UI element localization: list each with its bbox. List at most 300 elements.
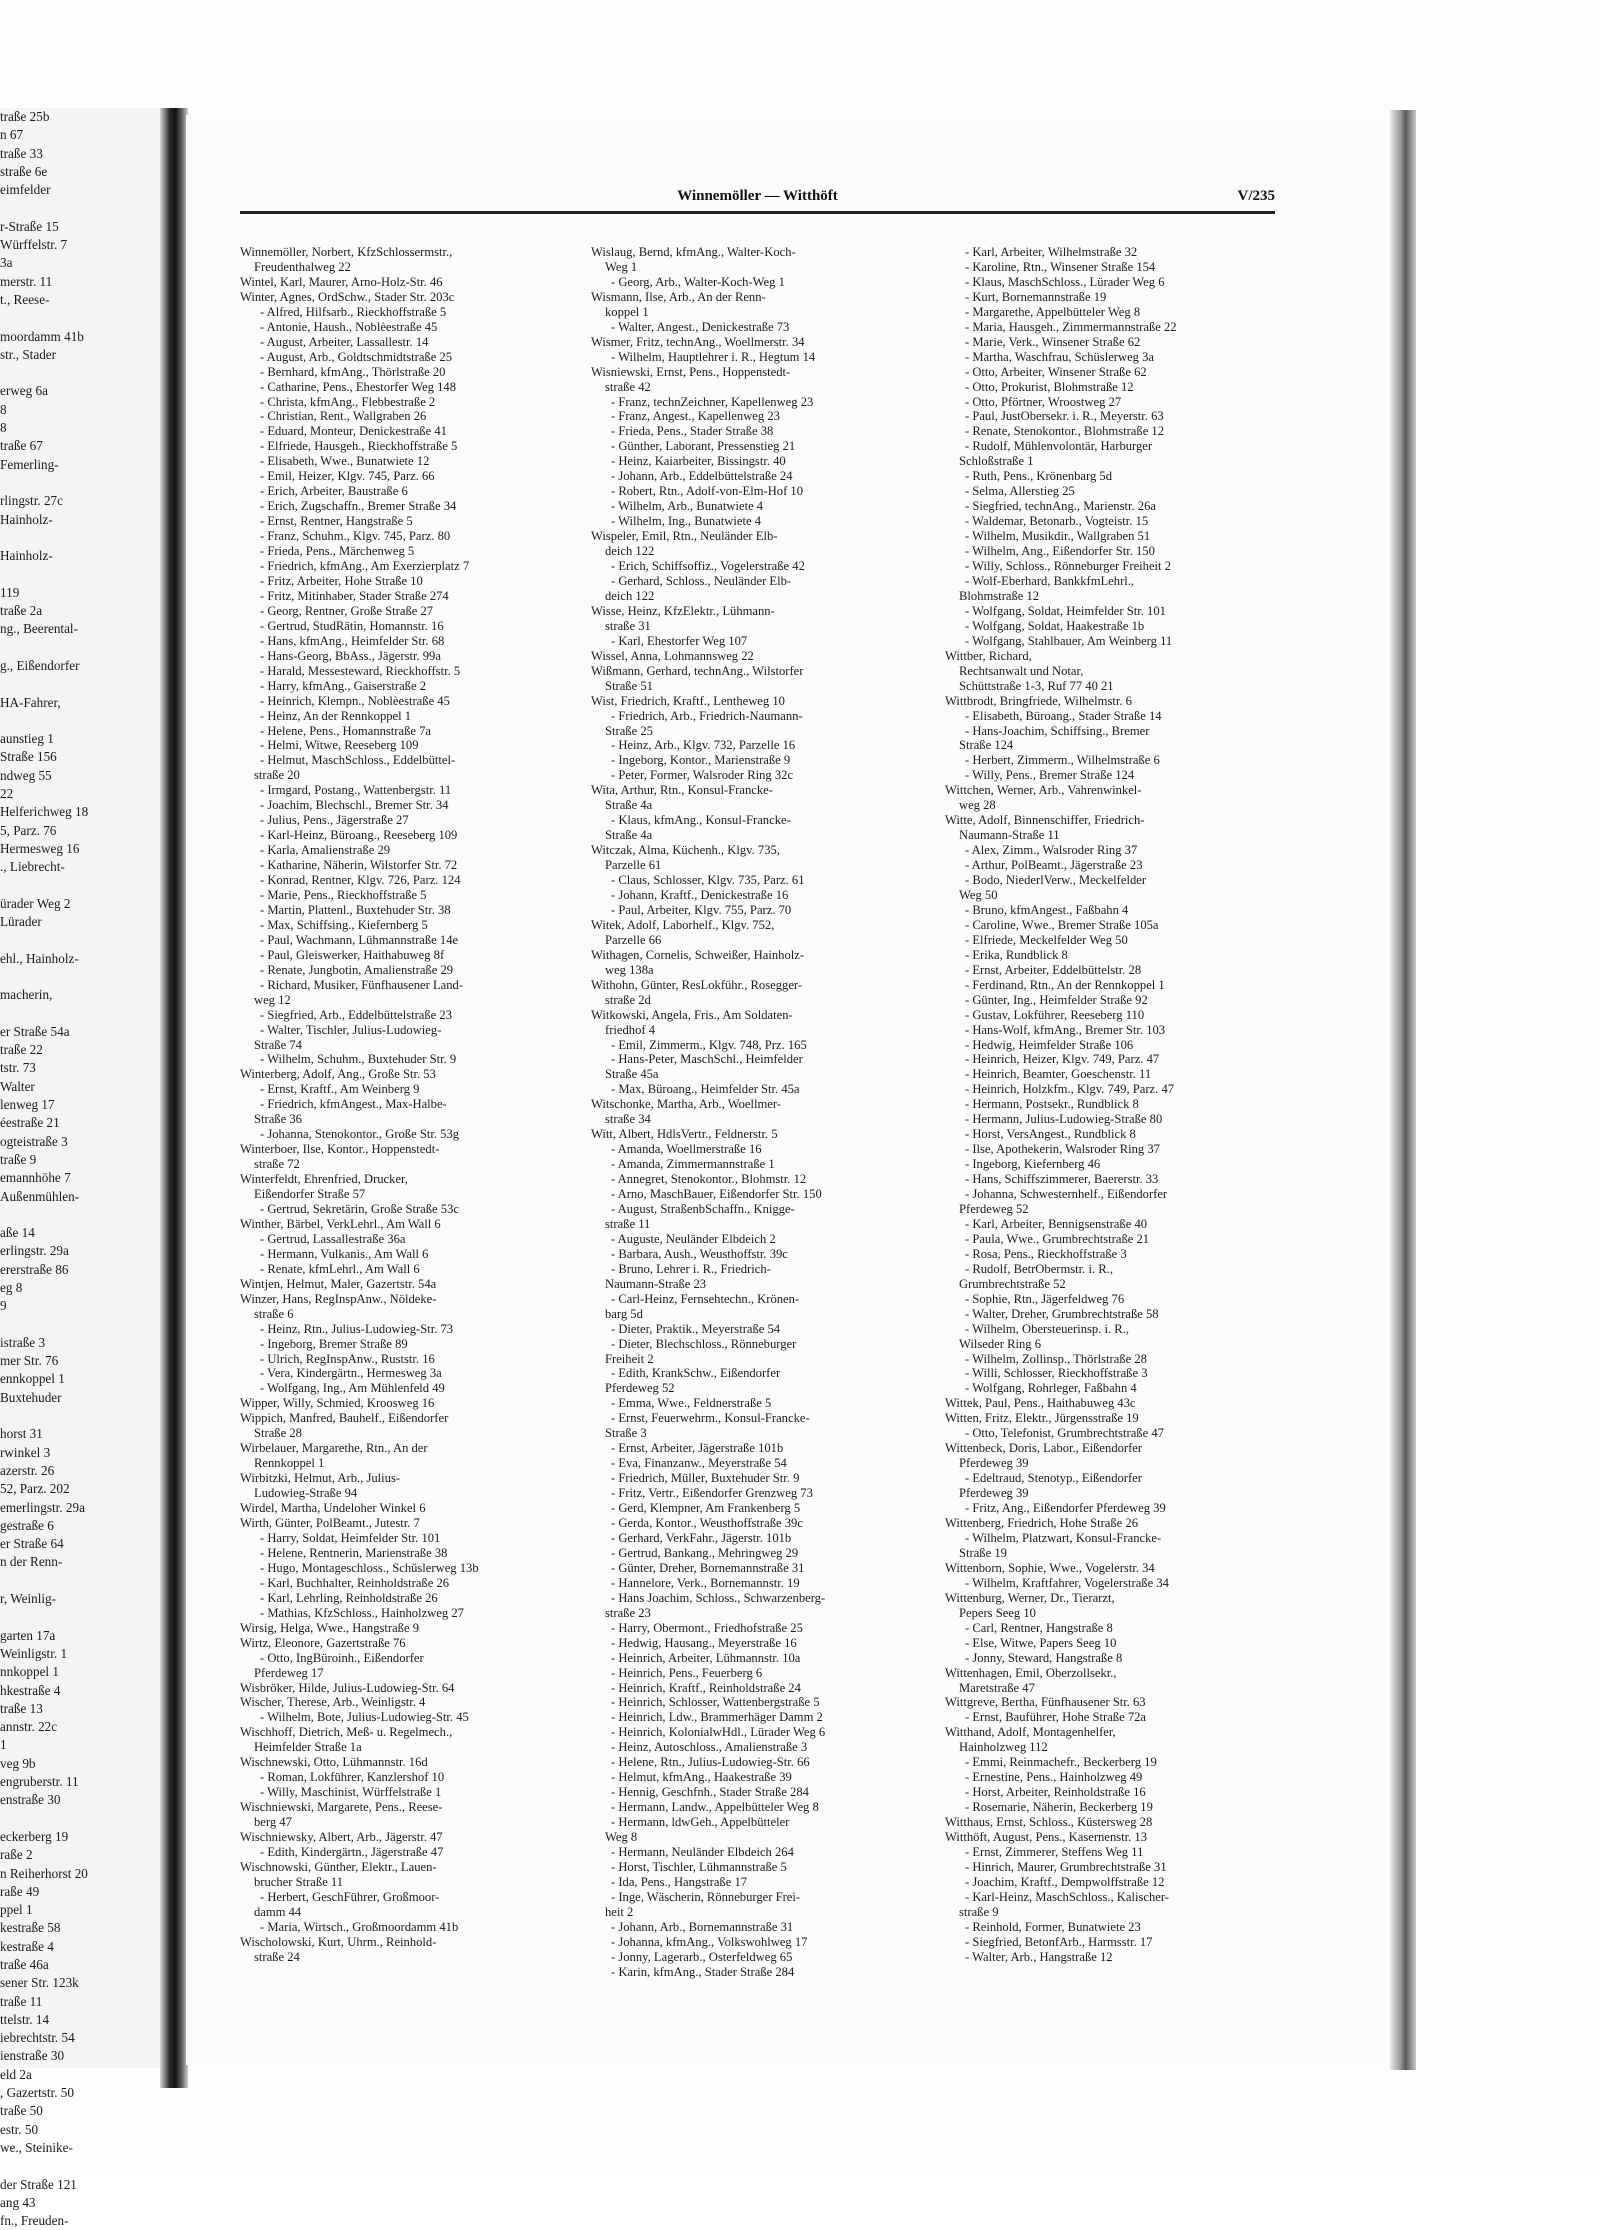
entry-continuation: koppel 1	[605, 304, 649, 319]
left-page-line	[0, 931, 170, 949]
directory-sub-entry: - Jonny, Lagerarb., Osterfeldweg 65	[611, 1949, 793, 1964]
directory-sub-entry: - Annegret, Stenokontor., Blohmstr. 12	[611, 1172, 807, 1187]
directory-sub-entry: - Helene, Pens., Homannstraße 7a	[260, 723, 432, 738]
directory-sub-entry: - Wolfgang, Rohrleger, Faßbahn 4	[965, 1381, 1137, 1396]
left-page-line: ppel 1	[0, 1902, 33, 1918]
directory-sub-entry: - Paul, Wachmann, Lühmannstraße 14e	[260, 932, 459, 947]
directory-sub-entry: - Wilhelm, Platzwart, Konsul-Francke-	[965, 1530, 1162, 1545]
entry-continuation: heit 2	[605, 1904, 634, 1919]
directory-sub-entry: - Otto, Pförtner, Wroostweg 27	[965, 394, 1122, 409]
left-page-line: ttelstr. 14	[0, 2011, 50, 2027]
directory-sub-entry: - Ernst, Arbeiter, Jägerstraße 101b	[611, 1441, 784, 1456]
directory-entry: Wischhoff, Dietrich, Meß- u. Regelmech.,	[240, 1725, 453, 1740]
left-page-line: erweg 6a	[0, 383, 48, 399]
directory-entry: Wippich, Manfred, Bauhelf., Eißendorfer	[240, 1411, 449, 1426]
left-page-line: n 67	[0, 127, 24, 143]
directory-sub-entry: - Herbert, Zimmerm., Wilhelmstraße 6	[965, 753, 1160, 768]
directory-sub-entry: - Hugo, Montageschloss., Schüslerweg 13b	[260, 1560, 479, 1575]
directory-sub-entry: - Friedrich, kfmAng., Am Exerzierplatz 7	[260, 559, 470, 574]
directory-sub-entry: - Wilhelm, Bote, Julius-Ludowieg-Str. 45	[260, 1710, 469, 1725]
directory-sub-entry: - Günther, Laborant, Pressenstieg 21	[611, 439, 796, 454]
directory-sub-entry: - Siegfried, technAng., Marienstr. 26a	[965, 499, 1156, 514]
directory-sub-entry: - Franz, Schuhm., Klgv. 745, Parz. 80	[260, 529, 451, 544]
directory-sub-entry: - Amanda, Woellmerstraße 16	[611, 1142, 762, 1157]
directory-sub-entry: - Harry, Soldat, Heimfelder Str. 101	[260, 1530, 441, 1545]
directory-sub-entry: - Frieda, Pens., Märchenweg 5	[260, 544, 415, 559]
directory-sub-entry: - Catharine, Pens., Ehestorfer Weg 148	[260, 379, 457, 394]
entry-continuation: Heimfelder Straße 1a	[254, 1740, 362, 1755]
directory-entry: Wittenburg, Werner, Dr., Tierarzt,	[945, 1590, 1115, 1605]
entry-continuation: Grumbrechtstraße 52	[959, 1276, 1066, 1291]
entry-continuation: friedhof 4	[605, 1022, 656, 1037]
entry-continuation: Naumann-Straße 11	[959, 828, 1060, 843]
left-page-line: 52, Parz. 202	[0, 1481, 70, 1497]
left-page-line: n Reiherhorst 20	[0, 1865, 88, 1881]
left-page-line: hkestraße 4	[0, 1682, 61, 1698]
directory-sub-entry: - Ida, Pens., Hangstraße 17	[611, 1874, 748, 1889]
left-page-line: azerstr. 26	[0, 1462, 55, 1478]
directory-entry: Wisniewski, Ernst, Pens., Hoppenstedt-	[591, 364, 791, 379]
directory-sub-entry: - Hermann, Neuländer Elbdeich 264	[611, 1844, 794, 1859]
directory-entry: Wittek, Paul, Pens., Haithabuweg 43c	[945, 1396, 1136, 1411]
directory-sub-entry: - Renate, Jungbotin, Amalienstraße 29	[260, 962, 454, 977]
directory-sub-entry: - Heinz, Kaiarbeiter, Bissingstr. 40	[611, 454, 786, 469]
directory-sub-entry: - Paul, Arbeiter, Klgv. 755, Parz. 70	[611, 902, 792, 917]
directory-entry: Withagen, Cornelis, Schweißer, Hainholz-	[591, 947, 805, 962]
left-page-line: ehl., Hainholz-	[0, 950, 79, 966]
left-page-line: veg 9b	[0, 1755, 36, 1771]
directory-sub-entry: - Günter, Dreher, Bornemannstraße 31	[611, 1560, 805, 1575]
left-page-line	[0, 639, 170, 657]
directory-sub-entry: - Wilhelm, Obersteuerinsp. i. R.,	[965, 1321, 1130, 1336]
entry-continuation: Parzelle 61	[605, 858, 662, 873]
entry-continuation: weg 12	[254, 992, 291, 1007]
left-page-line: aße 14	[0, 1225, 35, 1241]
directory-entry: Wismer, Fritz, technAng., Woellmerstr. 34	[591, 334, 805, 349]
directory-sub-entry: - Auguste, Neuländer Elbdeich 2	[611, 1231, 776, 1246]
entry-continuation: Rennkoppel 1	[254, 1456, 325, 1471]
directory-sub-entry: - Heinrich, Arbeiter, Lühmannstr. 10a	[611, 1650, 801, 1665]
directory-sub-entry: - Ingeborg, Kiefernberg 46	[965, 1157, 1101, 1172]
directory-sub-entry: - Inge, Wäscherin, Rönneburger Frei-	[611, 1889, 801, 1904]
directory-sub-entry: - Sophie, Rtn., Jägerfeldweg 76	[965, 1291, 1125, 1306]
directory-column-1	[240, 245, 582, 1965]
directory-entry: Wittgreve, Bertha, Fünfhausener Str. 63	[945, 1695, 1146, 1710]
directory-sub-entry: - Otto, IngBüroinh., Eißendorfer	[260, 1650, 424, 1665]
directory-sub-entry: - Heinz, Autoschloss., Amalienstraße 3	[611, 1740, 808, 1755]
directory-sub-entry: - Wilhelm, Schuhm., Buxtehuder Str. 9	[260, 1052, 457, 1067]
page-header-title: Winnemöller — Witthöft	[677, 188, 838, 204]
directory-sub-entry: - Klaus, MaschSchloss., Lürader Weg 6	[965, 274, 1165, 289]
entry-continuation: straße 2d	[605, 992, 651, 1007]
entry-continuation: deich 122	[605, 588, 655, 603]
directory-sub-entry: - Johann, Arb., Bornemannstraße 31	[611, 1919, 794, 1934]
left-page-line: traße 13	[0, 1700, 43, 1716]
left-page-line	[0, 1005, 170, 1023]
directory-sub-entry: - Otto, Prokurist, Blohmstraße 12	[965, 379, 1134, 394]
left-page-line: traße 11	[0, 1993, 43, 2009]
directory-sub-entry: - Georg, Rentner, Große Straße 27	[260, 603, 434, 618]
directory-sub-entry: - Jonny, Steward, Hangstraße 8	[965, 1650, 1123, 1665]
directory-sub-entry: - Rudolf, BetrObermstr. i. R.,	[965, 1261, 1113, 1276]
directory-sub-entry: - Christa, kfmAng., Flebbestraße 2	[260, 394, 436, 409]
left-page-line	[0, 364, 170, 382]
directory-sub-entry: - Ernst, Feuerwehrm., Konsul-Francke-	[611, 1411, 810, 1426]
left-page-line	[0, 1572, 170, 1590]
directory-sub-entry: - Willy, Pens., Bremer Straße 124	[965, 768, 1135, 783]
entry-continuation: Ludowieg-Straße 94	[254, 1486, 358, 1501]
directory-sub-entry: - Klaus, kfmAng., Konsul-Francke-	[611, 813, 791, 828]
entry-continuation: Straße 4a	[605, 828, 653, 843]
directory-sub-entry: - Gertrud, Sekretärin, Große Straße 53c	[260, 1202, 459, 1216]
directory-entry: Wischniewsky, Albert, Arb., Jägerstr. 47	[240, 1830, 443, 1845]
entry-continuation: Freudenthalweg 22	[254, 259, 351, 274]
left-page-line	[0, 1407, 170, 1425]
directory-sub-entry: - Peter, Former, Walsroder Ring 32c	[611, 768, 794, 783]
directory-column-2	[591, 245, 933, 1980]
directory-sub-entry: - Johanna, Stenokontor., Große Str. 53g	[260, 1127, 460, 1142]
left-page-line: eg 8	[0, 1280, 23, 1295]
directory-entry: Wislaug, Bernd, kfmAng., Walter-Koch-	[591, 245, 796, 259]
directory-sub-entry: - Ernst, Arbeiter, Eddelbüttelstr. 28	[965, 962, 1142, 977]
entry-continuation: Straße 3	[605, 1426, 647, 1441]
directory-entry: Winterfeldt, Ehrenfried, Drucker,	[240, 1172, 408, 1187]
entry-continuation: Wilseder Ring 6	[959, 1336, 1042, 1351]
left-page-line: traße 67	[0, 438, 43, 454]
left-page-line: garten 17a	[0, 1627, 56, 1643]
directory-sub-entry: - Johann, Kraftf., Denickestraße 16	[611, 887, 789, 902]
book-gutter	[160, 108, 188, 2088]
directory-sub-entry: - Amanda, Zimmermannstraße 1	[611, 1157, 775, 1172]
directory-sub-entry: - Dieter, Blechschloss., Rönneburger	[611, 1336, 797, 1351]
left-page-line: eimfelder	[0, 182, 51, 198]
directory-sub-entry: - Maria, Hausgeh., Zimmermannstraße 22	[965, 319, 1177, 334]
directory-sub-entry: - Gertrud, Lassallestraße 36a	[260, 1231, 406, 1246]
entry-continuation: Straße 4a	[605, 798, 653, 813]
directory-sub-entry: - Elfriede, Hausgeh., Rieckhoffstraße 5	[260, 439, 458, 454]
directory-sub-entry: - Erich, Schiffsoffiz., Vogelerstraße 42	[611, 559, 805, 574]
directory-sub-entry: - Karl-Heinz, MaschSchloss., Kalischer-	[965, 1889, 1169, 1904]
directory-entry: Wispeler, Emil, Rtn., Neuländer Elb-	[591, 529, 778, 544]
directory-sub-entry: - Hermann, Vulkanis., Am Wall 6	[260, 1246, 429, 1261]
directory-sub-entry: - Wilhelm, Ang., Eißendorfer Str. 150	[965, 544, 1155, 559]
directory-sub-entry: - Hedwig, Heimfelder Straße 106	[965, 1037, 1134, 1052]
directory-sub-entry: - Marie, Verk., Winsener Straße 62	[965, 334, 1141, 349]
directory-sub-entry: - Christian, Rent., Wallgraben 26	[260, 409, 427, 424]
header-rule	[240, 211, 1275, 214]
directory-sub-entry: - Wolfgang, Soldat, Haakestraße 1b	[965, 618, 1145, 633]
directory-sub-entry: - Frieda, Pens., Stader Straße 38	[611, 424, 774, 439]
entry-continuation: Straße 51	[605, 678, 653, 693]
directory-sub-entry: - Elfriede, Meckelfelder Weg 50	[965, 932, 1128, 947]
directory-sub-entry: - Johanna, Schwesternhelf., Eißendorfer	[965, 1187, 1168, 1202]
left-page-line: er Straße 54a	[0, 1023, 70, 1039]
directory-sub-entry: - Elisabeth, Büroang., Stader Straße 14	[965, 708, 1162, 723]
directory-sub-entry: - Walter, Angest., Denickestraße 73	[611, 319, 790, 334]
left-page-line: str., Stader	[0, 346, 57, 362]
directory-sub-entry: - Fritz, Ang., Eißendorfer Pferdeweg 39	[965, 1501, 1166, 1516]
directory-sub-entry: - Hans-Georg, BbAss., Jägerstr. 99a	[260, 648, 441, 663]
left-page-line: gestraße 6	[0, 1517, 54, 1533]
left-page-line: ang 43	[0, 2194, 36, 2210]
directory-sub-entry: - Karla, Amalienstraße 29	[260, 843, 391, 858]
directory-sub-entry: - Mathias, KfzSchloss., Hainholzweg 27	[260, 1605, 464, 1620]
directory-sub-entry: - Elisabeth, Wwe., Bunatwiete 12	[260, 454, 430, 469]
directory-entry: Winterberg, Adolf, Ang., Große Str. 53	[240, 1067, 436, 1082]
directory-sub-entry: - Bodo, NiederlVerw., Meckelfelder	[965, 873, 1147, 888]
left-page-line	[0, 1810, 170, 1828]
left-page-line: merstr. 11	[0, 273, 53, 289]
directory-sub-entry: - August, Arb., Goldtschmidtstraße 25	[260, 349, 453, 364]
left-page-line: lenweg 17	[0, 1097, 55, 1113]
left-page-line: Straße 156	[0, 749, 57, 765]
directory-sub-entry: - Joachim, Blechschl., Bremer Str. 34	[260, 798, 449, 813]
directory-sub-entry: - Gerhard, VerkFahr., Jägerstr. 101b	[611, 1530, 792, 1545]
directory-entry: Wirth, Günter, PolBeamt., Jutestr. 7	[240, 1516, 420, 1531]
left-page-line: aunstieg 1	[0, 731, 54, 747]
left-page-line: traße 22	[0, 1042, 43, 1058]
directory-entry: Wisse, Heinz, KfzElektr., Lühmann-	[591, 603, 775, 618]
directory-sub-entry: - Willy, Maschinist, Würffelstraße 1	[260, 1785, 442, 1800]
directory-sub-entry: - Rosemarie, Näherin, Beckerberg 19	[965, 1800, 1153, 1815]
directory-sub-entry: - Walter, Arb., Hangstraße 12	[965, 1949, 1113, 1964]
entry-continuation: Eißendorfer Straße 57	[254, 1187, 366, 1202]
directory-sub-entry: - Ernst, Zimmerer, Steffens Weg 11	[965, 1844, 1144, 1859]
entry-continuation: straße 11	[605, 1216, 651, 1231]
entry-continuation: straße 34	[605, 1112, 651, 1127]
directory-sub-entry: - Walter, Tischler, Julius-Ludowieg-	[260, 1022, 442, 1037]
left-page-line: istraße 3	[0, 1334, 46, 1350]
entry-continuation: Straße 25	[605, 723, 653, 738]
directory-sub-entry: - Julius, Pens., Jägerstraße 27	[260, 813, 409, 828]
directory-sub-entry: - Hans, Schiffszimmerer, Baererstr. 33	[965, 1172, 1159, 1187]
directory-sub-entry: - Max, Büroang., Heimfelder Str. 45a	[611, 1082, 800, 1097]
directory-entry: Witthand, Adolf, Montagenhelfer,	[945, 1725, 1116, 1740]
entry-continuation: Schüttstraße 1-3, Ruf 77 40 21	[959, 678, 1114, 693]
left-page-line: mer Str. 76	[0, 1353, 59, 1369]
directory-sub-entry: - Roman, Lokführer, Kanzlershof 10	[260, 1770, 445, 1785]
directory-sub-entry: - Reinhold, Former, Bunatwiete 23	[965, 1919, 1141, 1934]
directory-sub-entry: - Karl, Ehestorfer Weg 107	[611, 633, 748, 648]
directory-entry: Winzer, Hans, RegInspAnw., Nöldeke-	[240, 1291, 437, 1306]
directory-sub-entry: - Wilhelm, Hauptlehrer i. R., Hegtum 14	[611, 349, 816, 364]
directory-sub-entry: - Wilhelm, Kraftfahrer, Vogelerstraße 34	[965, 1575, 1169, 1590]
directory-entry: Wischnewski, Otto, Lühmannstr. 16d	[240, 1755, 428, 1770]
directory-sub-entry: - Waldemar, Betonarb., Vogteistr. 15	[965, 514, 1149, 529]
directory-sub-entry: - Helmut, MaschSchloss., Eddelbüttel-	[260, 753, 456, 768]
left-page-line: horst 31	[0, 1426, 43, 1442]
left-page-fragment	[0, 108, 170, 2229]
directory-sub-entry: - Arthur, PolBeamt., Jägerstraße 23	[965, 858, 1143, 873]
directory-sub-entry: - Heinz, An der Rennkoppel 1	[260, 708, 412, 723]
left-page-line: emerlingstr. 29a	[0, 1499, 85, 1515]
directory-entry: Wischolowski, Kurt, Uhrm., Reinhold-	[240, 1934, 437, 1949]
left-page-line	[0, 712, 170, 730]
left-page-line	[0, 199, 170, 217]
left-page-line: 119	[0, 584, 20, 600]
directory-sub-entry: - Horst, Arbeiter, Reinholdstraße 16	[965, 1785, 1146, 1800]
directory-entry: Wißmann, Gerhard, technAng., Wilstorfer	[591, 663, 804, 678]
directory-column-3	[945, 245, 1287, 1965]
directory-sub-entry: - Marie, Pens., Rieckhoffstraße 5	[260, 887, 427, 902]
entry-continuation: straße 9	[959, 1904, 999, 1919]
directory-sub-entry: - Hermann, ldwGeh., Appelbütteler	[611, 1815, 790, 1830]
directory-sub-entry: - Hans-Wolf, kfmAng., Bremer Str. 103	[965, 1022, 1166, 1037]
directory-sub-entry: - Irmgard, Postang., Wattenbergstr. 11	[260, 783, 452, 798]
directory-sub-entry: - Gerhard, Schloss., Neuländer Elb-	[611, 573, 792, 588]
left-page-line: , Gazertstr. 50	[0, 2085, 74, 2101]
entry-continuation: Parzelle 66	[605, 932, 662, 947]
directory-sub-entry: - Heinrich, Heizer, Klgv. 749, Parz. 47	[965, 1052, 1160, 1067]
directory-entry: Witt, Albert, HdlsVertr., Feldnerstr. 5	[591, 1127, 778, 1142]
directory-entry: Wissel, Anna, Lohmannsweg 22	[591, 648, 754, 663]
left-page-line: Helferichweg 18	[0, 804, 89, 820]
entry-continuation: Pferdeweg 52	[605, 1381, 675, 1396]
directory-entry: Winnemöller, Norbert, KfzSchlossermstr.,	[240, 245, 453, 259]
directory-sub-entry: - Helmut, kfmAng., Haakestraße 39	[611, 1770, 792, 1785]
directory-sub-entry: - Else, Witwe, Papers Seeg 10	[965, 1635, 1117, 1650]
directory-sub-entry: - Vera, Kindergärtn., Hermesweg 3a	[260, 1366, 442, 1381]
directory-sub-entry: - Ernst, Kraftf., Am Weinberg 9	[260, 1082, 420, 1097]
directory-sub-entry: - Ernestine, Pens., Hainholzweg 49	[965, 1770, 1143, 1785]
left-page-line	[0, 309, 170, 327]
directory-sub-entry: - Rudolf, Mühlenvolontär, Harburger	[965, 439, 1153, 454]
left-page-line: eckerberg 19	[0, 1828, 69, 1844]
directory-entry: Wipper, Willy, Schmied, Kroosweg 16	[240, 1396, 435, 1411]
directory-sub-entry: - Wolfgang, Soldat, Heimfelder Str. 101	[965, 603, 1166, 618]
entry-continuation: damm 44	[254, 1904, 302, 1919]
directory-sub-entry: - Paul, JustObersekr. i. R., Meyerstr. 63	[965, 409, 1164, 424]
directory-entry: Wismann, Ilse, Arb., An der Renn-	[591, 289, 766, 304]
directory-entry: Witten, Fritz, Elektr., Jürgensstraße 19	[945, 1411, 1139, 1426]
directory-entry: Wisbröker, Hilde, Julius-Ludowieg-Str. 64	[240, 1680, 455, 1695]
directory-sub-entry: - Hans Joachim, Schloss., Schwarzenberg-	[611, 1590, 826, 1605]
entry-continuation: Pferdeweg 17	[254, 1665, 324, 1680]
directory-sub-entry: - Bruno, Lehrer i. R., Friedrich-	[611, 1261, 771, 1276]
directory-sub-entry: - Wolf-Eberhard, BankkfmLehrl.,	[965, 573, 1135, 588]
directory-sub-entry: - Emmi, Reinmachefr., Beckerberg 19	[965, 1755, 1157, 1770]
running-header	[240, 188, 1275, 210]
directory-sub-entry: - Max, Schiffsing., Kiefernberg 5	[260, 917, 428, 932]
directory-sub-entry: - Erich, Arbeiter, Baustraße 6	[260, 484, 408, 499]
left-page-line: ndweg 55	[0, 767, 52, 783]
left-page-line: emannhöhe 7	[0, 1170, 71, 1186]
directory-sub-entry: - Harry, kfmAng., Gaiserstraße 2	[260, 678, 426, 693]
left-page-line: 22	[0, 785, 14, 801]
left-page-line: Femerling-	[0, 456, 59, 472]
directory-sub-entry: - Edeltraud, Stenotyp., Eißendorfer	[965, 1471, 1142, 1486]
entry-continuation: deich 122	[605, 544, 655, 559]
directory-entry: Wirtz, Eleonore, Gazertstraße 76	[240, 1635, 406, 1650]
directory-sub-entry: - Horst, VersAngest., Rundblick 8	[965, 1127, 1136, 1142]
directory-sub-entry: - Heinrich, Holzkfm., Klgv. 749, Parz. 47	[965, 1082, 1175, 1097]
entry-continuation: weg 138a	[605, 962, 654, 977]
directory-sub-entry: - Joachim, Kraftf., Dempwolffstraße 12	[965, 1874, 1165, 1889]
directory-sub-entry: - Hinrich, Maurer, Grumbrechtstraße 31	[965, 1859, 1167, 1874]
directory-sub-entry: - Martha, Waschfrau, Schüslerweg 3a	[965, 349, 1154, 364]
left-page-line	[0, 1316, 170, 1334]
directory-sub-entry: - Fritz, Arbeiter, Hohe Straße 10	[260, 573, 423, 588]
left-page-line: Lürader	[0, 914, 42, 930]
left-page-line: 9	[0, 1298, 7, 1314]
left-page-line: Hainholz-	[0, 511, 53, 527]
directory-sub-entry: - August, StraßenbSchaffn., Knigge-	[611, 1202, 795, 1216]
entry-continuation: weg 28	[959, 798, 996, 813]
directory-entry: Wirsig, Helga, Wwe., Hangstraße 9	[240, 1620, 420, 1635]
directory-sub-entry: - Fritz, Mitinhaber, Stader Straße 274	[260, 588, 449, 603]
entry-continuation: straße 31	[605, 618, 651, 633]
directory-sub-entry: - Barbara, Aush., Weusthoffstr. 39c	[611, 1246, 788, 1261]
directory-sub-entry: - Eva, Finanzanw., Meyerstraße 54	[611, 1456, 787, 1471]
directory-sub-entry: - Franz, Angest., Kapellenweg 23	[611, 409, 780, 424]
directory-sub-entry: - Karoline, Rtn., Winsener Straße 154	[965, 259, 1156, 274]
directory-sub-entry: - Helmi, Witwe, Reeseberg 109	[260, 738, 419, 753]
left-page-line	[0, 876, 170, 894]
left-page-line: 1	[0, 1737, 7, 1753]
directory-entry: Wintel, Karl, Maurer, Arno-Holz-Str. 46	[240, 274, 443, 289]
directory-sub-entry: - Gertrud, StudRätin, Homannstr. 16	[260, 618, 444, 633]
left-page-line: annstr. 22c	[0, 1719, 58, 1735]
directory-sub-entry: - Carl-Heinz, Fernsehtechn., Krönen-	[611, 1291, 800, 1306]
directory-sub-entry: - Heinrich, Klempn., Noblèestraße 45	[260, 693, 450, 708]
left-page-line: ennkoppel 1	[0, 1371, 65, 1387]
left-page-line: traße 46a	[0, 1956, 49, 1972]
left-page-line	[0, 565, 170, 583]
left-page-line: HA-Fahrer,	[0, 694, 61, 710]
left-page-line: Buxtehuder	[0, 1389, 62, 1405]
directory-sub-entry: - Heinrich, Beamter, Goeschenstr. 11	[965, 1067, 1152, 1082]
directory-sub-entry: - Hans, kfmAng., Heimfelder Str. 68	[260, 633, 445, 648]
directory-sub-entry: - Karl, Buchhalter, Reinholdstraße 26	[260, 1575, 450, 1590]
entry-continuation: Straße 19	[959, 1545, 1007, 1560]
entry-continuation: Weg 1	[605, 259, 638, 274]
entry-continuation: Blohmstraße 12	[959, 588, 1040, 603]
directory-entry: Wischniewski, Margarete, Pens., Reese-	[240, 1800, 443, 1815]
directory-sub-entry: - Siegfried, BetonfArb., Harmsstr. 17	[965, 1934, 1153, 1949]
left-page-line: raße 49	[0, 1883, 40, 1899]
directory-entry: Winter, Agnes, OrdSchw., Stader Str. 203c	[240, 289, 455, 304]
left-page-line: fn., Freuden-	[0, 2213, 69, 2229]
directory-sub-entry: - Emil, Zimmerm., Klgv. 748, Prz. 165	[611, 1037, 807, 1052]
directory-entry: Wittenhagen, Emil, Oberzollsekr.,	[945, 1665, 1117, 1680]
left-page-line: Würffelstr. 7	[0, 237, 68, 253]
directory-sub-entry: - Ferdinand, Rtn., An der Rennkoppel 1	[965, 977, 1165, 992]
left-page-line	[0, 1206, 170, 1224]
directory-sub-entry: - Katharine, Näherin, Wilstorfer Str. 72	[260, 858, 458, 873]
left-page-line: n der Renn-	[0, 1554, 63, 1570]
directory-sub-entry: - Ilse, Apothekerin, Walsroder Ring 37	[965, 1142, 1160, 1157]
left-page-line: estr. 50	[0, 2121, 39, 2137]
directory-entry: Witek, Adolf, Laborhelf., Klgv. 752,	[591, 917, 775, 932]
left-page-line: traße 2a	[0, 603, 43, 619]
left-page-line: Hainholz-	[0, 548, 53, 564]
directory-sub-entry: - Erika, Rundblick 8	[965, 947, 1068, 962]
directory-sub-entry: - Heinz, Rtn., Julius-Ludowieg-Str. 73	[260, 1321, 454, 1336]
directory-sub-entry: - Karl, Arbeiter, Wilhelmstraße 32	[965, 245, 1138, 259]
entry-continuation: Straße 74	[254, 1037, 302, 1052]
directory-sub-entry: - Heinrich, Kraftf., Reinholdstraße 24	[611, 1680, 801, 1695]
entry-continuation: straße 23	[605, 1605, 651, 1620]
directory-sub-entry: - Bruno, kfmAngest., Faßbahn 4	[965, 902, 1129, 917]
left-page-line: ienstraße 30	[0, 2048, 65, 2064]
directory-sub-entry: - Renate, kfmLehrl., Am Wall 6	[260, 1261, 420, 1276]
left-page-line: engruberstr. 11	[0, 1774, 79, 1790]
directory-sub-entry: - Richard, Musiker, Fünfhausener Land-	[260, 977, 464, 992]
left-page-line: Walter	[0, 1078, 35, 1094]
left-page-line: iebrechtstr. 54	[0, 2030, 75, 2046]
directory-sub-entry: - Hedwig, Hausang., Meyerstraße 16	[611, 1635, 797, 1650]
left-page-line: we., Steinike-	[0, 2139, 73, 2155]
